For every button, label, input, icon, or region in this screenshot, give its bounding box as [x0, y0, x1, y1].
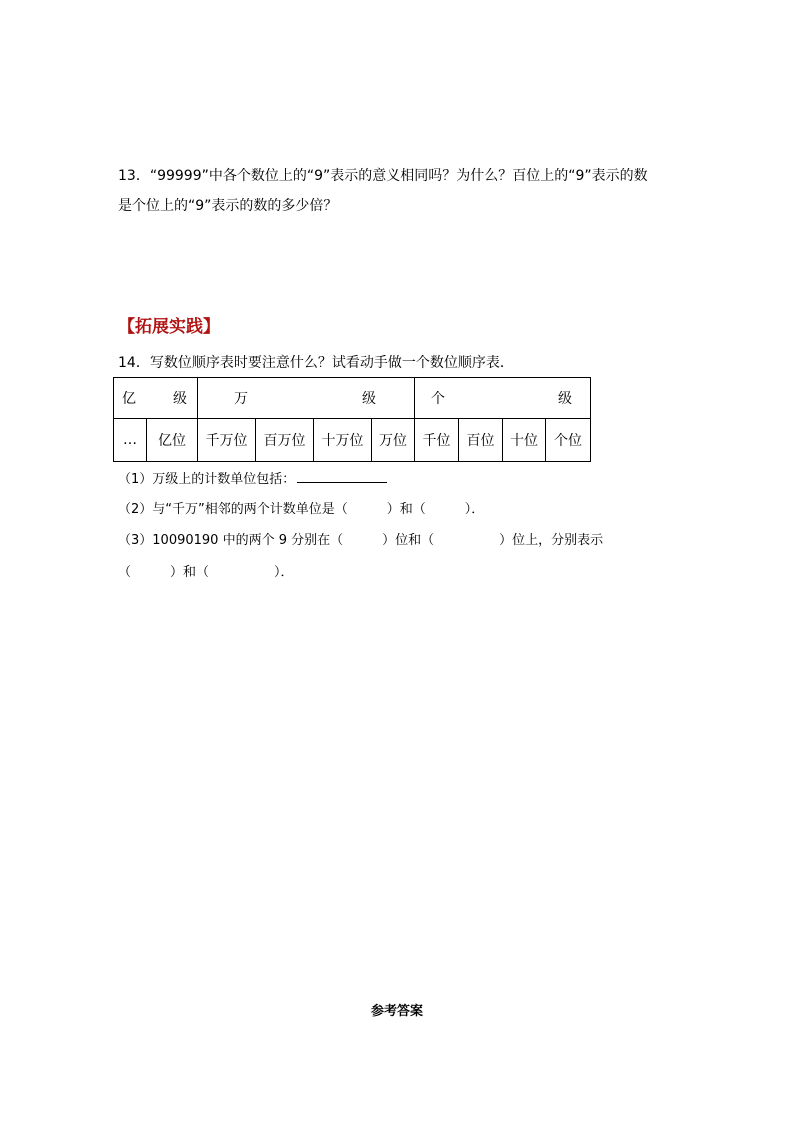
level-wan-left: 万 — [234, 391, 248, 407]
cell-wanwei: 万位 — [372, 419, 415, 462]
cell-yiwei: 亿位 — [147, 419, 198, 462]
level-yi-left: 亿 — [122, 391, 136, 407]
q14-sub1-text: （1）万级上的计数单位包括： — [118, 472, 296, 487]
answer-key-heading: 参考答案 — [370, 1004, 423, 1019]
place-value-table — [113, 377, 591, 462]
q13-line2: 是个位上的“9”表示的数的多少倍？ — [118, 198, 338, 214]
answer-blank-line — [297, 470, 387, 483]
level-ge-right: 级 — [558, 391, 572, 407]
q13-line1: 13．“99999”中各个数位上的“9”表示的意义相同吗？为什么？百位上的“9”表示的数 — [118, 168, 648, 184]
cell-qianwei: 千位 — [415, 419, 459, 462]
level-wan-right: 级 — [362, 391, 376, 407]
cell-gewei: 个位 — [546, 419, 591, 462]
level-ge — [415, 378, 591, 419]
cell-baiwei: 百位 — [459, 419, 503, 462]
section-title: 【拓展实践】 — [118, 317, 220, 337]
cell-qianwanwei: 千万位 — [198, 419, 256, 462]
q14-sub3a: （3）10090190 中的两个 9 分别在（ ）位和（ ）位上，分别表示 — [118, 533, 604, 548]
q14-sub3b: （ ）和（ ）． — [118, 565, 294, 580]
level-wan — [198, 378, 415, 419]
q14-intro: 14．写数位顺序表时要注意什么？试看动手做一个数位顺序表． — [118, 355, 514, 371]
q14-sub2: （2）与“千万”相邻的两个计数单位是（ ）和（ ）． — [118, 502, 485, 517]
cell-shiwanwei: 十万位 — [314, 419, 372, 462]
level-yi — [114, 378, 198, 419]
level-yi-right: 级 — [173, 391, 187, 407]
cell-ellipsis: … — [114, 419, 147, 462]
cell-shiwei: 十位 — [503, 419, 546, 462]
level-ge-left: 个 — [431, 391, 445, 407]
q14-sub1 — [118, 470, 387, 490]
cell-baiwanwei: 百万位 — [256, 419, 314, 462]
